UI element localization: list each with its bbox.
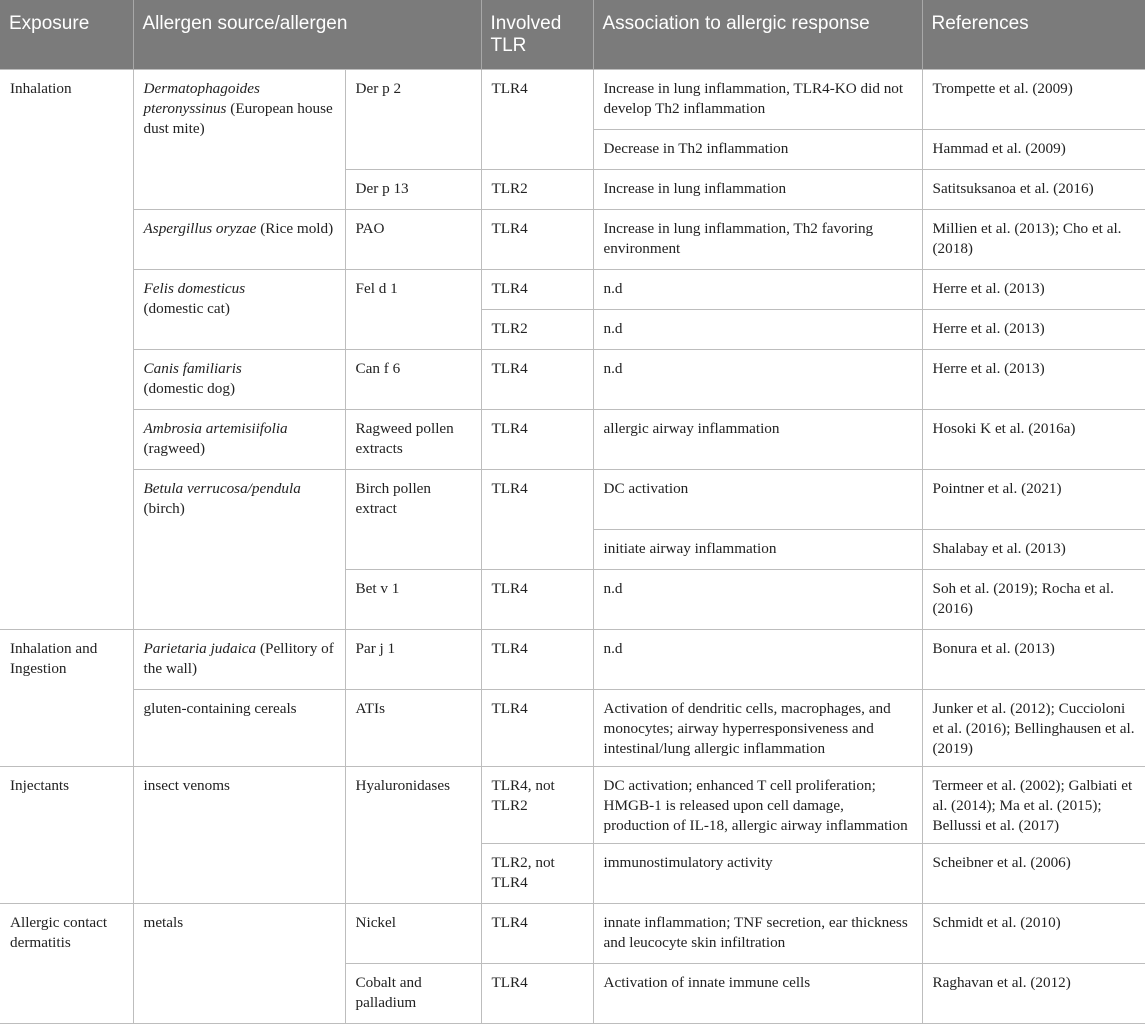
- table-row: [0, 69, 1145, 129]
- exposure-cell: Injectants: [0, 766, 133, 903]
- header-association: Association to allergic response: [593, 0, 922, 69]
- reference-cell: Termeer et al. (2002); Galbiati et al. (2014); Ma et al. (2015); Bellussi et al. (2017): [922, 766, 1145, 843]
- reference-cell: Schmidt et al. (2010): [922, 903, 1145, 963]
- allergen-cell: ATIs: [345, 689, 481, 766]
- species-name: Ambrosia artemisiifolia: [143, 419, 288, 437]
- reference-cell: Bonura et al. (2013): [922, 629, 1145, 689]
- reference-cell: Junker et al. (2012); Cuccioloni et al. (2016); Bellinghausen et al. (2019): [922, 689, 1145, 766]
- reference-cell: Pointner et al. (2021): [922, 469, 1145, 529]
- species-common-name: (domestic dog): [143, 379, 236, 397]
- tlr-cell: TLR2: [481, 169, 593, 209]
- allergen-cell: Der p 13: [345, 169, 481, 209]
- species-name: Aspergillus oryzae: [143, 219, 257, 237]
- reference-cell: Herre et al. (2013): [922, 269, 1145, 309]
- tlr-cell: TLR4: [481, 903, 593, 963]
- allergen-cell: Fel d 1: [345, 269, 481, 349]
- association-cell: DC activation; enhanced T cell proliferation; HMGB-1 is released upon cell damage, production of IL-18, allergic airway inflammation: [593, 766, 922, 843]
- association-cell: n.d: [593, 629, 922, 689]
- reference-cell: Herre et al. (2013): [922, 349, 1145, 409]
- reference-cell: Herre et al. (2013): [922, 309, 1145, 349]
- tlr-cell: TLR4: [481, 209, 593, 269]
- allergen-source-cell: [133, 269, 345, 349]
- association-cell: n.d: [593, 309, 922, 349]
- tlr-cell: TLR4: [481, 69, 593, 169]
- species-name: Betula verrucosa/pendula: [143, 479, 301, 497]
- reference-cell: Trompette et al. (2009): [922, 69, 1145, 129]
- allergen-source-cell: [133, 469, 345, 629]
- allergen-cell: Ragweed pollen extracts: [345, 409, 481, 469]
- allergen-cell: Birch pollen extract: [345, 469, 481, 569]
- tlr-cell: TLR2: [481, 309, 593, 349]
- allergen-cell: Cobalt and palladium: [345, 963, 481, 1023]
- allergen-source-cell: [133, 209, 345, 269]
- allergen-cell: Bet v 1: [345, 569, 481, 629]
- reference-cell: Shalabay et al. (2013): [922, 529, 1145, 569]
- allergen-cell: Can f 6: [345, 349, 481, 409]
- table-row: [0, 689, 1145, 766]
- table-row: [0, 349, 1145, 409]
- association-cell: Increase in lung inflammation: [593, 169, 922, 209]
- header-involved-tlr: Involved TLR: [481, 0, 593, 69]
- reference-cell: Raghavan et al. (2012): [922, 963, 1145, 1023]
- table-row: [0, 409, 1145, 469]
- allergen-source-cell: [133, 349, 345, 409]
- reference-cell: Scheibner et al. (2006): [922, 843, 1145, 903]
- header-exposure: Exposure: [0, 0, 133, 69]
- exposure-cell: Inhalation: [0, 69, 133, 629]
- species-name: Canis familiaris: [143, 359, 242, 377]
- exposure-cell: Allergic contact dermatitis: [0, 903, 133, 1023]
- tlr-cell: TLR4: [481, 689, 593, 766]
- allergen-source-cell: metals: [133, 903, 345, 1023]
- tlr-cell: TLR4: [481, 963, 593, 1023]
- tlr-cell: TLR4: [481, 629, 593, 689]
- table-row: [0, 209, 1145, 269]
- header-allergen-source: Allergen source/allergen: [133, 0, 481, 69]
- tlr-cell: TLR4: [481, 469, 593, 569]
- table-header: [0, 0, 1145, 69]
- allergen-cell: Nickel: [345, 903, 481, 963]
- species-common-name: (ragweed): [143, 439, 206, 457]
- species-common-name: (European house dust mite): [143, 99, 333, 137]
- species-common-name: (Pellitory of the wall): [143, 639, 334, 677]
- association-cell: DC activation: [593, 469, 922, 529]
- table-row: [0, 269, 1145, 309]
- allergen-source-cell: insect venoms: [133, 766, 345, 903]
- association-cell: immunostimulatory activity: [593, 843, 922, 903]
- reference-cell: Satitsuksanoa et al. (2016): [922, 169, 1145, 209]
- association-cell: n.d: [593, 569, 922, 629]
- allergen-cell: Hyaluronidases: [345, 766, 481, 903]
- allergen-cell: Par j 1: [345, 629, 481, 689]
- header-row: [0, 0, 1145, 69]
- reference-cell: Hammad et al. (2009): [922, 129, 1145, 169]
- header-references: References: [922, 0, 1145, 69]
- species-name: Dermatophagoides pteronyssinus: [143, 79, 260, 117]
- tlr-cell: TLR2, not TLR4: [481, 843, 593, 903]
- species-name: Felis domesticus: [143, 279, 246, 297]
- association-cell: initiate airway inflammation: [593, 529, 922, 569]
- association-cell: Activation of dendritic cells, macrophages, and monocytes; airway hyperresponsiveness and intestinal/lung allergic inflammation: [593, 689, 922, 766]
- association-cell: Increase in lung inflammation, TLR4-KO did not develop Th2 inflammation: [593, 69, 922, 129]
- allergen-source-cell: [133, 409, 345, 469]
- species-name: Parietaria judaica: [143, 639, 257, 657]
- table-row: [0, 629, 1145, 689]
- table-row: [0, 766, 1145, 843]
- tlr-cell: TLR4: [481, 569, 593, 629]
- reference-cell: Millien et al. (2013); Cho et al. (2018): [922, 209, 1145, 269]
- exposure-cell: Inhalation and Ingestion: [0, 629, 133, 766]
- tlr-cell: TLR4: [481, 269, 593, 309]
- table-row: [0, 469, 1145, 529]
- association-cell: Activation of innate immune cells: [593, 963, 922, 1023]
- association-cell: Decrease in Th2 inflammation: [593, 129, 922, 169]
- allergen-source-cell: [133, 69, 345, 209]
- species-common-name: (Rice mold): [256, 219, 334, 237]
- tlr-cell: TLR4: [481, 349, 593, 409]
- tlr-cell: TLR4: [481, 409, 593, 469]
- allergen-source-cell: gluten-containing cereals: [133, 689, 345, 766]
- association-cell: n.d: [593, 349, 922, 409]
- association-cell: Increase in lung inflammation, Th2 favoring environment: [593, 209, 922, 269]
- association-cell: allergic airway inflammation: [593, 409, 922, 469]
- species-common-name: (domestic cat): [143, 299, 230, 317]
- allergen-cell: Der p 2: [345, 69, 481, 169]
- reference-cell: Hosoki K et al. (2016a): [922, 409, 1145, 469]
- reference-cell: Soh et al. (2019); Rocha et al. (2016): [922, 569, 1145, 629]
- allergen-source-cell: [133, 629, 345, 689]
- table-body: [0, 69, 1145, 1023]
- table-row: [0, 903, 1145, 963]
- association-cell: innate inflammation; TNF secretion, ear thickness and leucocyte skin infiltration: [593, 903, 922, 963]
- species-common-name: (birch): [143, 499, 185, 517]
- allergen-cell: PAO: [345, 209, 481, 269]
- association-cell: n.d: [593, 269, 922, 309]
- tlr-cell: TLR4, not TLR2: [481, 766, 593, 843]
